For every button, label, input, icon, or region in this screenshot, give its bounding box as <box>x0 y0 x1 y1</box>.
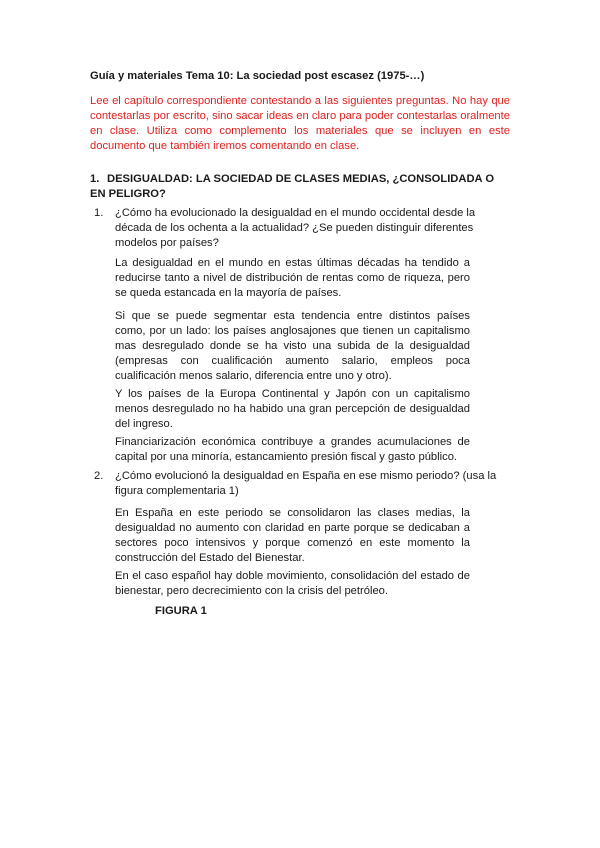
answer-paragraph: Financiarización económica contribuye a grandes acumulaciones de capital por una minoría, estancamiento presión fiscal y gasto público. <box>115 436 470 463</box>
question-text: ¿Cómo ha evolucionado la desigualdad en el mundo occidental desde la década de los ochenta a la actualidad? ¿Se pueden distinguir diferentes modelos por países? <box>115 207 476 249</box>
intro-instructions: Lee el capítulo correspondiente contestando a las siguientes preguntas. No hay que contestarlas por escrito, sino sacar ideas en claro para poder contestarlas oralmente en clase. Utiliza como complemento los materiales que se incluyen en este documento que también iremos comentando en clase. <box>90 95 510 152</box>
answer-paragraph: Y los países de la Europa Continental y Japón con un capitalismo menos desregulado no ha habido una gran percepción de desigualdad del ingreso. <box>115 388 470 430</box>
answer-paragraph: Si que se puede segmentar esta tendencia entre distintos países como, por un lado: los países anglosajones que tienen un capitalismo mas desregulado donde se ha visto una subida de la desigualdad (empresas con cualificación aumento salario, empleos poca cualificación menos salario, diferencia entre uno y otro). <box>115 310 470 382</box>
question-1 <box>90 206 510 251</box>
question-text: ¿Cómo evolucionó la desigualdad en España en ese mismo periodo? (usa la figura complementaria 1) <box>115 470 497 497</box>
question-number: 1. <box>94 207 104 219</box>
document-title: Guía y materiales Tema 10: La sociedad post escasez (1975-…) <box>90 70 425 82</box>
section-number: 1. <box>90 173 100 185</box>
answer-paragraph: En España en este periodo se consolidaron las clases medias, la desigualdad no aumento con claridad en parte porque se dedicaban a sectores poco intensivos y porque comenzó en este momento la construcción del Estado del Bienestar. <box>115 507 470 564</box>
section-heading <box>90 172 510 202</box>
answer-paragraph: La desigualdad en el mundo en estas últimas décadas ha tendido a reducirse tanto a nivel de distribución de rentas como de riqueza, pero se queda estancada en la mayoría de países. <box>115 257 470 299</box>
question-2 <box>90 469 510 499</box>
section-title: DESIGUALDAD: LA SOCIEDAD DE CLASES MEDIAS, ¿CONSOLIDADA O EN PELIGRO? <box>90 173 495 200</box>
question-number: 2. <box>94 470 104 482</box>
figure-label: FIGURA 1 <box>155 605 207 617</box>
answer-paragraph: En el caso español hay doble movimiento, consolidación del estado de bienestar, pero decrecimiento con la crisis del petróleo. <box>115 570 470 597</box>
